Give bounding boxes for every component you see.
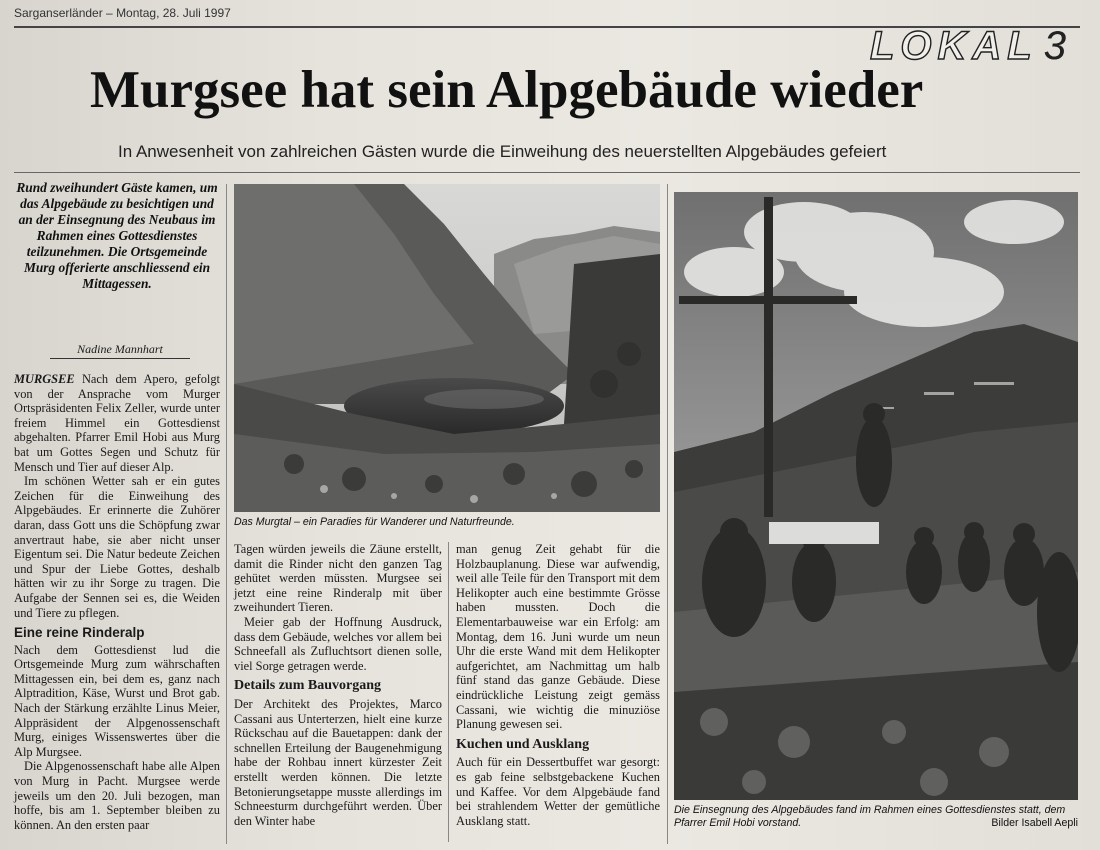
paragraph: Im schönen Wetter sah er ein gutes Zeichen für die Einweihung des Alpgebäudes. Er erinnerte die Zuhörer daran, dass Gott uns die Schöpfung zwar anvertraut habe, sie aber nicht unser Eigentum sei. Die Natur bedeute Zeichen und Spur der Liebe Gottes, deshalb hätten wir zu ihr Sorge zu tragen. Die Aufgabe der Sennen sei es, die Weiden und Tiere zu pflegen. [14, 474, 220, 620]
ceremony-photo [674, 192, 1078, 800]
paragraph [14, 372, 220, 474]
lake-landscape-image [234, 184, 660, 512]
paragraph-text: Nach dem Apero, gefolgt von der Ansprache vom Murger Ortspräsidenten Felix Zeller, wurde unter freiem Himmel ein Gottesdienst abgehalten. Pfarrer Emil Hobi aus Murg bat um Gottes Segen und Schutz für Mensch und Tier auf dieser Alp. [14, 372, 220, 474]
paragraph: Der Architekt des Projektes, Marco Cassani aus Unterterzen, hielt eine kurze Rückschau auf die Bauetappen: dank der schnellen Erteilung der Baugenehmigung habe der Rohbau innert kürzester Zeit erstellt werden können. Die letzte Betonierungsetappe musste allerdings im Schneesturm durchgeführt werden. Über den Winter habe [234, 696, 442, 828]
subheading: Kuchen und Ausklang [456, 736, 590, 752]
paragraph: Die Alpgenossenschaft habe alle Alpen von Murg in Pacht. Murgsee werde jeweils um den 20. Juli bezogen, man hoffe, bis am 1. September bleiben zu können. An den ersten paar [14, 759, 220, 832]
section-name: LOKAL [869, 24, 1038, 68]
lead-paragraph: Rund zweihundert Gäste kamen, um das Alpgebäude zu besichtigen und an der Einsegnung des Neubaus im Rahmen eines Gottesdienstes teilzunehmen. Die Ortsgemeinde Murg offerierte anschliessend ein Mittagessen. [16, 180, 218, 291]
subheadline: In Anwesenheit von zahlreichen Gästen wurde die Einweihung des neuerstellten Alpgebäudes gefeiert [118, 142, 887, 161]
subheading: Details zum Bauvorgang [234, 678, 381, 694]
article-column-2 [234, 542, 442, 828]
column-divider [226, 184, 227, 844]
paragraph: Tagen würden jeweils die Zäune erstellt, damit die Rinder nicht den ganzen Tag gehütet werden müssten. Murgsee sei jetzt eine reine Rinderalp mit über zweihundert Tieren. [234, 542, 442, 615]
article-column-3 [456, 542, 660, 828]
paragraph: Auch für ein Dessertbuffet war gesorgt: es gab feine selbstgebackene Kuchen und Kaffee. Vor dem Alpgebäude fand bei strahlendem Wetter der gemütliche Ausklang statt. [456, 755, 660, 828]
dateline: MURGSEE [14, 372, 75, 386]
subheading: Eine reine Rinderalp [14, 625, 145, 641]
paragraph: Nach dem Gottesdienst lud die Ortsgemeinde Murg zum währschaften Mittagessen ein, bei dem es, ganz nach Alptradition, Käse, Wurst und Brot gab. Nach der Stärkung erzählte Linus Meier, Alppräsident der Alpgenossenschaft Murg, einiges Wissenswertes über die Alp Murgsee. [14, 642, 220, 759]
caption-text: Die Einsegnung des Alpgebäudes fand im Rahmen eines Gottesdienstes statt, dem Pfarrer Emil Hobi vorstand. [674, 804, 1066, 829]
paper-date-line: Sarganserländer – Montag, 28. Juli 1997 [14, 6, 231, 20]
ceremony-image [674, 192, 1078, 800]
photo-caption-ceremony [674, 804, 1078, 830]
photo-credit: Bilder Isabell Aepli [991, 817, 1078, 829]
photo-caption-lake: Das Murgtal – ein Paradies für Wanderer und Naturfreunde. [234, 516, 515, 528]
author-byline: Nadine Mannhart [50, 342, 190, 359]
paragraph: Meier gab der Hoffnung Ausdruck, dass dem Gebäude, welches vor allem bei Schneefall als Zufluchtsort dienen solle, viel Sorge getragen werde. [234, 614, 442, 673]
column-divider [448, 542, 449, 842]
sub-rule [14, 172, 1080, 173]
page-number: 3 [1043, 24, 1072, 68]
paragraph: man genug Zeit gehabt für die Holzbauplanung. Diese war aufwendig, weil alle Teile für den Transport mit dem Helikopter auch eine bestimmte Grösse haben mussten. Doch die Elementarbauweise war ein Erfolg: am Montag, dem 16. Juni wurde um neun Uhr die erste Wand mit dem Helikopter aufgerichtet, am Nachmittag um halb fünf stand das ganze Gebäude. Diese eindrückliche Leistung zeigt gemäss Cassani, wie wichtig die minuziöse Planung gewesen sei. [456, 542, 660, 732]
headline: Murgsee hat sein Alpgebäude wieder [90, 61, 924, 119]
article-column-1 [14, 372, 220, 832]
lake-photo [234, 184, 660, 512]
column-divider [667, 184, 668, 844]
